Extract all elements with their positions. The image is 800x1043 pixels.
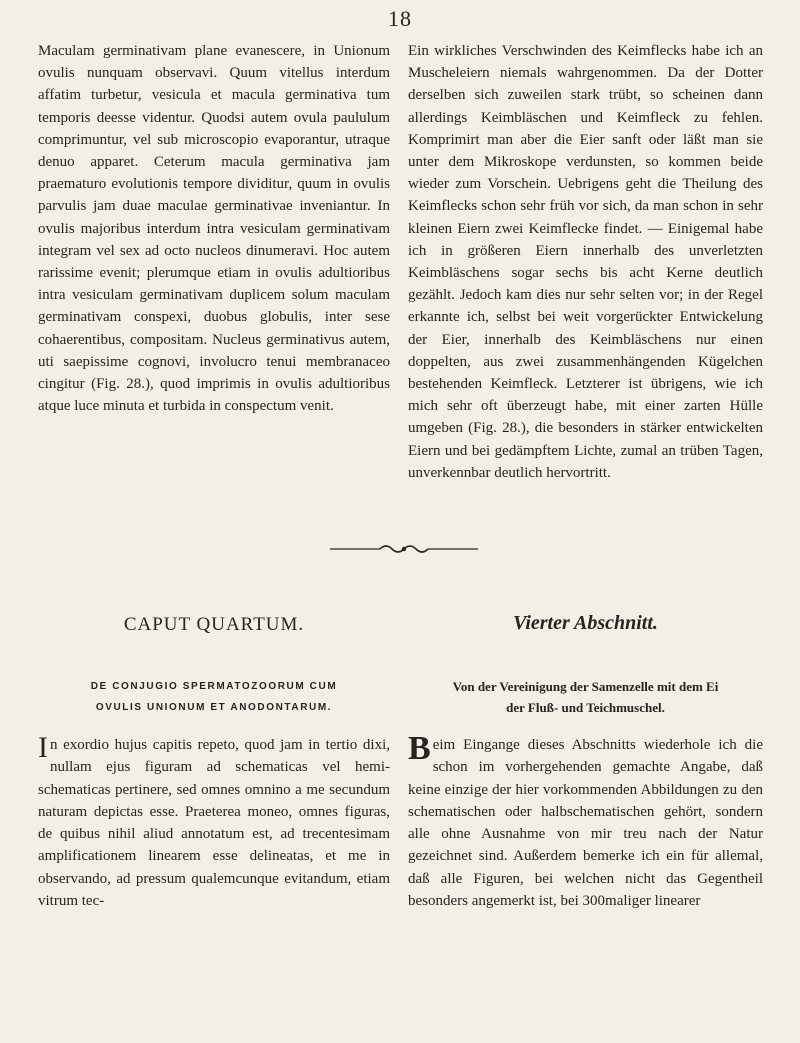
- german-paragraph-bottom: [408, 730, 763, 912]
- latin-column-top: [38, 40, 390, 417]
- german-section-text: eim Eingange dieses Abschnitts wiederhole ich die schon im vorhergehenden gemachte Angabe, daß keine einzige der hier vorkommenden Abbildungen zu den schematischen oder halbschematischen gehört, sondern alle ohne Ausnahme von mir treu nach der Natur gezeichnet sind. Außerdem bemerke ich ein für allemal, daß alle Figuren, bei welchen nicht das Gegentheil besonders angemerkt ist, bei 300maliger linearer: [408, 737, 763, 910]
- german-dropcap: B: [408, 730, 431, 767]
- decorative-rule-ornament-icon: [330, 542, 478, 556]
- latin-subtitle-line2: OVULIS UNIONUM ET ANODONTARUM.: [95, 702, 333, 713]
- latin-paragraph-bottom: [38, 731, 390, 912]
- page-number: 18: [388, 6, 412, 31]
- german-column-top: [408, 40, 763, 484]
- german-column-bottom: [408, 730, 763, 912]
- german-chapter-title: Vierter Abschnitt.: [513, 612, 658, 634]
- latin-paragraph-top: Maculam germinativam plane evanescere, in Unionum ovulis nunquam observavi. Quum vitellus interdum affatim turbetur, vesicula et macula germinativa tum temporis deesse videntur. Quodsi autem ovula paululum comprimuntur, vel sub microscopio evaporantur, utraque denuo apparet. Ceterum macula germinativa jam praematuro evolutionis tempore dividitur, quum in ovulis parvulis jam duae maculae germinativae inveniantur. In ovulis majoribus interdum intra vesiculam germinativam integram vel sex ad octo nucleos dinumeravi. Hoc autem rarissime evenit; plerumque etiam in ovulis adultioribus intra vesiculam germinativam duplicem solum maculam germinativam conspexi, duobus globulis, inter sese cohaerentibus, compositam. Nucleus germinativus autem, uti saepissime cognovi, involucro tenui membranaceo cingitur (Fig. 28.), quod imprimis in ovulis adultioribus atque luce minuta et turbida in conspectum venit.: [38, 43, 390, 415]
- latin-section-text: n exordio hujus capitis repeto, quod jam in tertio dixi, nullam ejus figuram ad schematicas vel hemi-schematicas pertinere, sed omnes omnino a me secundum naturam depictas esse. Praeterea moneo, omnes figuras, de quibus nihil aliud annotatum est, ad trecentesimam amplificationem linearem esse delineatas, et me in observando, ad pressum qualemcunque evitandum, etiam vitrum tec-: [38, 737, 390, 910]
- latin-subtitle-line1: DE CONJUGIO SPERMATOZOORUM CUM: [90, 681, 338, 692]
- german-subtitle-line1: Von der Vereinigung der Samenzelle mit dem Ei: [452, 679, 719, 694]
- latin-column-bottom: [38, 731, 390, 912]
- latin-chapter-title: CAPUT QUARTUM.: [123, 614, 305, 635]
- latin-dropcap: I: [38, 731, 48, 764]
- german-subtitle-line2: der Fluß- und Teichmuschel.: [506, 700, 665, 715]
- german-paragraph-top: Ein wirkliches Verschwinden des Keimflecks habe ich an Muscheleiern niemals wahrgenommen. Da der Dotter derselben sich zuweilen stark trübt, so scheinen dann allerdings Keimbläschen und Keimfleck zu fehlen. Komprimirt man aber die Eier sanft oder läßt man sie unter dem Mikroskope verdunsten, so kommen beide wieder zum Vorschein. Uebrigens geht die Theilung des Keimflecks schon sehr früh vor sich, da man schon in sehr kleinen Eiern zwei Keimflecke findet. — Einigemal habe ich in größeren Eiern innerhalb des unverletzten Keimbläschens sogar sechs bis acht Kerne deutlich gezählt. Jedoch kam dies nur sehr selten vor; in der Regel erkannte ich, selbst bei weit vorgerückter Entwickelung der Eier, innerhalb des Keimbläschens nur einen doppelten, aus zwei zusammenhängenden Kügelchen bestehenden Keimfleck. Letzterer ist übrigens, wie ich mich sehr oft überzeugt habe, mit einer zarten Hülle umgeben (Fig. 28.), die besonders in stärker entwickelten Eiern und bei gedämpftem Lichte, zumal an trüben Tagen, unverkennbar deutlich hervortritt.: [408, 43, 763, 481]
